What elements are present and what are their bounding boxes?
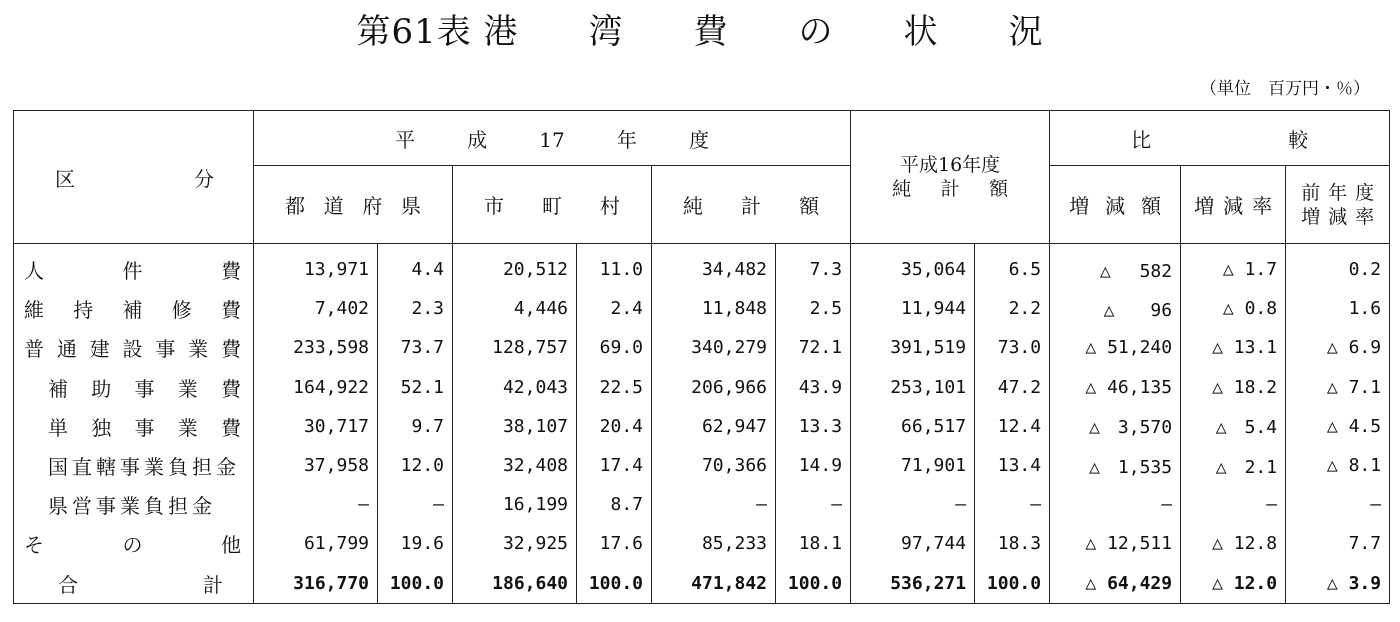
table-cell: 186,640 (453, 564, 577, 604)
header-muni: 市 町 村 (453, 166, 652, 244)
row-label: 普通建設事業費 (14, 328, 254, 367)
table-cell: 62,947 (652, 407, 776, 446)
table-cell: 2.2 (975, 289, 1050, 328)
row-label: 維持補修費 (14, 289, 254, 328)
table-cell: 391,519 (851, 328, 975, 367)
table-cell: △ 1.7 (1181, 244, 1286, 290)
table-cell: 69.0 (577, 328, 652, 367)
table-cell: 30,717 (254, 407, 378, 446)
header-compare: 比 較 (1050, 111, 1390, 166)
table-cell: 0.2 (1286, 244, 1390, 290)
table-cell: 13,971 (254, 244, 378, 290)
table-cell: △ 4.5 (1286, 407, 1390, 446)
table-row (14, 289, 1390, 328)
table-cell: 13.4 (975, 446, 1050, 485)
table-cell: △ 96 (1050, 289, 1181, 328)
header-pref: 都道府県 (254, 166, 453, 244)
table-row (14, 524, 1390, 563)
table-row (14, 407, 1390, 446)
table-cell: 19.6 (378, 524, 453, 563)
table-cell: — (652, 485, 776, 524)
table-cell: — (851, 485, 975, 524)
table-cell: 34,482 (652, 244, 776, 290)
table-cell: 22.5 (577, 368, 652, 407)
table-cell: △ 12.0 (1181, 564, 1286, 604)
table-cell: △ 6.9 (1286, 328, 1390, 367)
table-cell: 2.5 (776, 289, 851, 328)
table-row (14, 446, 1390, 485)
table-cell: 340,279 (652, 328, 776, 367)
table-cell: 72.1 (776, 328, 851, 367)
table-cell: 32,925 (453, 524, 577, 563)
table-cell: 97,744 (851, 524, 975, 563)
table-cell: — (1181, 485, 1286, 524)
table-cell: 4.4 (378, 244, 453, 290)
table-cell: 38,107 (453, 407, 577, 446)
table-cell: 43.9 (776, 368, 851, 407)
table-cell: △ 5.4 (1181, 407, 1286, 446)
table-cell: 11.0 (577, 244, 652, 290)
table-cell: 2.4 (577, 289, 652, 328)
table-cell: 100.0 (577, 564, 652, 604)
table-cell: 4,446 (453, 289, 577, 328)
table-cell: △ 3,570 (1050, 407, 1181, 446)
table-cell: 70,366 (652, 446, 776, 485)
table-cell: 32,408 (453, 446, 577, 485)
table-cell: 100.0 (975, 564, 1050, 604)
table-cell: △ 64,429 (1050, 564, 1181, 604)
table-cell: 100.0 (776, 564, 851, 604)
table-cell: 316,770 (254, 564, 378, 604)
table-cell: 100.0 (378, 564, 453, 604)
table-cell: 8.7 (577, 485, 652, 524)
table-cell: △ 582 (1050, 244, 1181, 290)
table-cell: 164,922 (254, 368, 378, 407)
table-cell: 14.9 (776, 446, 851, 485)
table-cell: — (378, 485, 453, 524)
row-label: 国直轄事業負担金 (14, 446, 254, 485)
table-cell: — (254, 485, 378, 524)
header-rate: 増減率 (1181, 166, 1286, 244)
table-row (14, 485, 1390, 524)
table-cell: 18.3 (975, 524, 1050, 563)
row-label: 補助事業費 (14, 368, 254, 407)
table-cell: 35,064 (851, 244, 975, 290)
table-row (14, 328, 1390, 367)
table-cell: △ 12,511 (1050, 524, 1181, 563)
table-cell: 42,043 (453, 368, 577, 407)
table-cell: 12.4 (975, 407, 1050, 446)
table-cell: △ 18.2 (1181, 368, 1286, 407)
table-cell: 37,958 (254, 446, 378, 485)
port-expense-table (13, 110, 1390, 604)
table-cell: 61,799 (254, 524, 378, 563)
table-cell: 20.4 (577, 407, 652, 446)
header-prev-rate: 前年度 増減率 (1286, 166, 1390, 244)
header-kubun: 区 分 (14, 111, 254, 244)
row-label: その他 (14, 524, 254, 563)
table-cell: 18.1 (776, 524, 851, 563)
table-cell: 12.0 (378, 446, 453, 485)
table-cell: △ 7.1 (1286, 368, 1390, 407)
page-title: 第61表 港 湾 費 の 状 況 (356, 12, 1044, 52)
table-cell: — (1286, 485, 1390, 524)
header-net: 純 計 額 (652, 166, 851, 244)
table-cell: 17.6 (577, 524, 652, 563)
table-cell: △ 46,135 (1050, 368, 1181, 407)
table-cell: 11,944 (851, 289, 975, 328)
table-cell: 66,517 (851, 407, 975, 446)
table-row (14, 368, 1390, 407)
table-cell: 17.4 (577, 446, 652, 485)
table-cell: 7.3 (776, 244, 851, 290)
table-cell: 7,402 (254, 289, 378, 328)
row-label: 人件費 (14, 244, 254, 290)
table-cell: 73.0 (975, 328, 1050, 367)
row-label: 単独事業費 (14, 407, 254, 446)
row-label: 県営事業負担金 (14, 485, 254, 524)
table-cell: △ 3.9 (1286, 564, 1390, 604)
table-cell: △ 13.1 (1181, 328, 1286, 367)
table-cell: △ 0.8 (1181, 289, 1286, 328)
table-cell: 233,598 (254, 328, 378, 367)
table-cell: 52.1 (378, 368, 453, 407)
table-cell: △ 8.1 (1286, 446, 1390, 485)
table-cell: 6.5 (975, 244, 1050, 290)
table-cell: 7.7 (1286, 524, 1390, 563)
header-diff: 増 減 額 (1050, 166, 1181, 244)
table-cell: △ 51,240 (1050, 328, 1181, 367)
table-cell: 536,271 (851, 564, 975, 604)
table-cell: 85,233 (652, 524, 776, 563)
table-cell: △ 12.8 (1181, 524, 1286, 563)
table-cell: — (1050, 485, 1181, 524)
table-row (14, 244, 1390, 290)
table-cell: 9.7 (378, 407, 453, 446)
row-label: 合計 (14, 564, 254, 604)
table-row (14, 564, 1390, 604)
table-cell: 13.3 (776, 407, 851, 446)
table-cell: 253,101 (851, 368, 975, 407)
table-cell: 16,199 (453, 485, 577, 524)
unit-note: （単位 百万円・％） (1200, 79, 1370, 99)
table-cell: 47.2 (975, 368, 1050, 407)
table-cell: — (776, 485, 851, 524)
table-cell: 73.7 (378, 328, 453, 367)
table-cell: △ 2.1 (1181, 446, 1286, 485)
header-h16: 平成16年度 純 計 額 (851, 111, 1050, 244)
table-cell: 471,842 (652, 564, 776, 604)
table-cell: 11,848 (652, 289, 776, 328)
table-cell: 71,901 (851, 446, 975, 485)
table-cell: 206,966 (652, 368, 776, 407)
table-cell: 128,757 (453, 328, 577, 367)
header-h17: 平 成 17 年 度 (254, 111, 851, 166)
table-cell: 2.3 (378, 289, 453, 328)
table-cell: 1.6 (1286, 289, 1390, 328)
table-cell: 20,512 (453, 244, 577, 290)
table-cell: △ 1,535 (1050, 446, 1181, 485)
table-cell: — (975, 485, 1050, 524)
